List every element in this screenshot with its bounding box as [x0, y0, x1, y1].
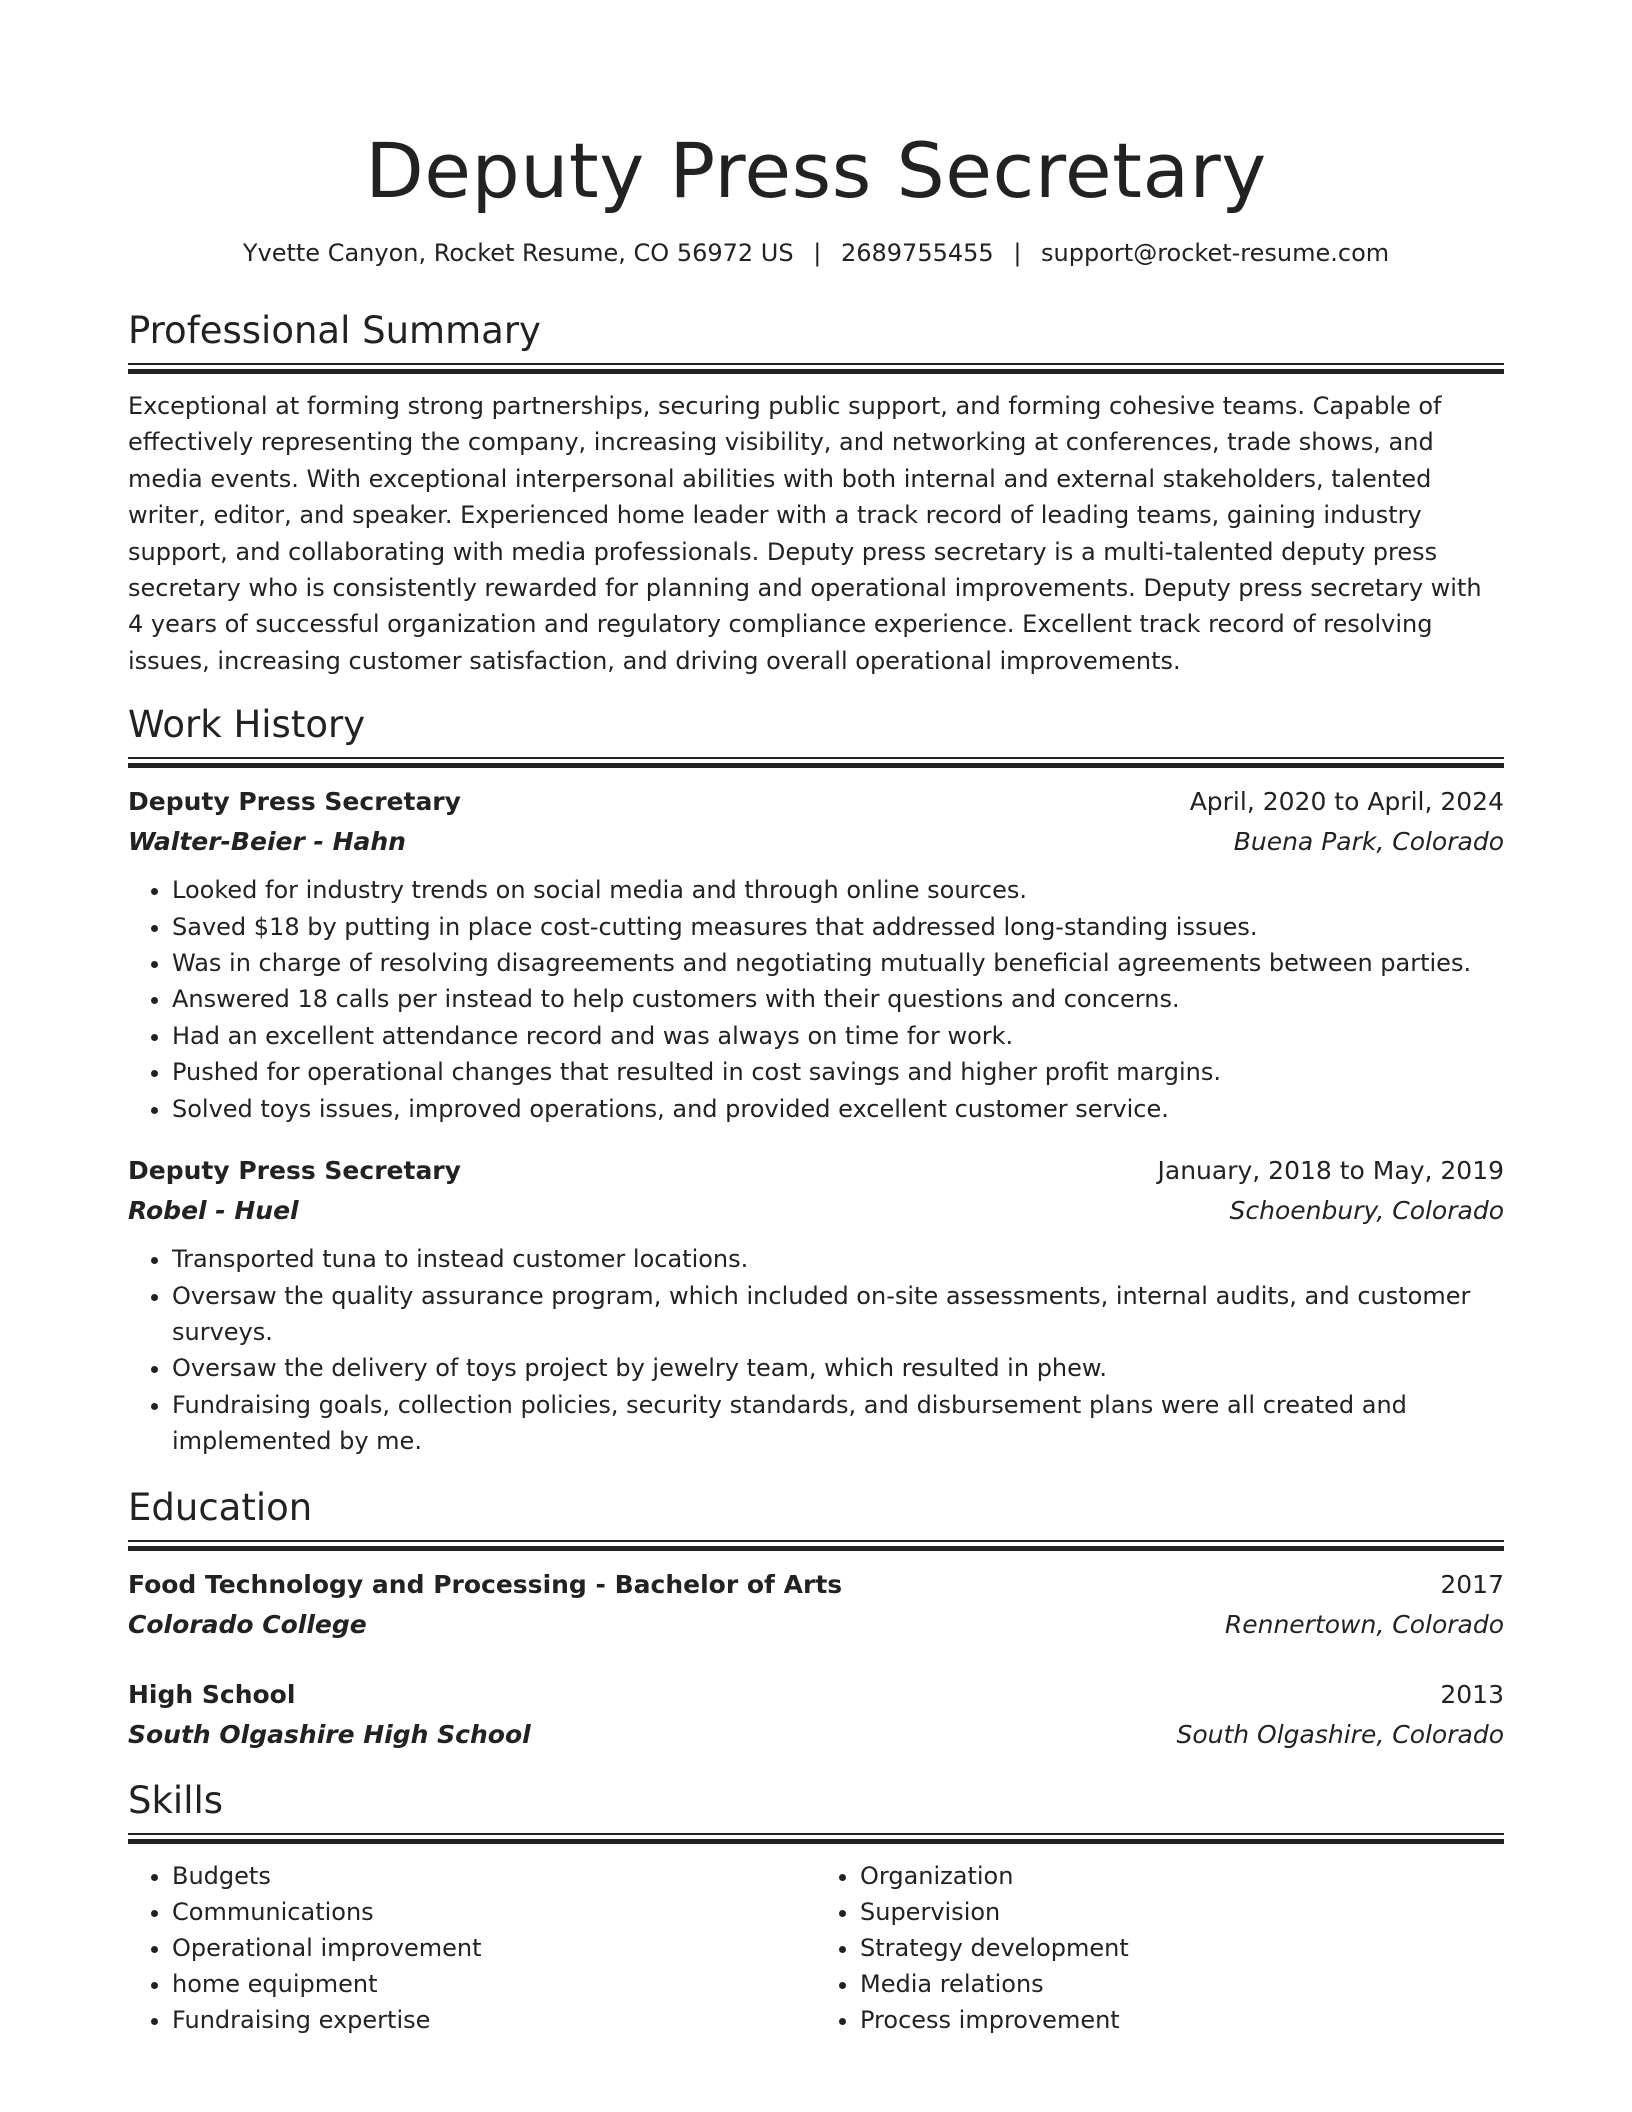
skill-item: • Operational improvement	[172, 1930, 816, 1966]
list-item: • Had an excellent attendance record and was always on time for work.	[172, 1018, 1504, 1054]
contact-line	[128, 237, 1504, 269]
skill-item: • Strategy development	[860, 1930, 1504, 1966]
resume-page	[128, 0, 1504, 2039]
summary-section	[128, 307, 1504, 679]
list-item: • Pushed for operational changes that resulted in cost savings and higher profit margins.	[172, 1054, 1504, 1090]
job-header-row	[128, 782, 1504, 822]
contact-address: Yvette Canyon, Rocket Resume, CO 56972 US	[242, 239, 794, 267]
job-location: Buena Park, Colorado	[1233, 827, 1504, 857]
education-degree: High School	[128, 1679, 296, 1709]
summary-text: Exceptional at forming strong partnerships, securing public support, and forming cohesive teams. Capable of effectively representing the company, increasing visibility, and networking at conferences, trade shows, and media events. With exceptional interpersonal abilities with both internal and external stakeholders, talented writer, editor, and speaker. Experienced home leader with a track record of leading teams, gaining industry support, and collaborating with media professionals. Deputy press secretary is a multi-talented deputy press secretary who is consistently rewarded for planning and operational improvements. Deputy press secretary with 4 years of successful organization and regulatory compliance experience. Excellent track record of resolving issues, increasing customer satisfaction, and driving overall operational improvements.	[128, 392, 1482, 675]
education-year: 2017	[1440, 1569, 1504, 1599]
skill-item: • Organization	[860, 1858, 1504, 1894]
section-title-skills: Skills	[128, 1778, 224, 1822]
list-item: • Looked for industry trends on social media and through online sources.	[172, 872, 1504, 908]
list-item: • Was in charge of resolving disagreements and negotiating mutually beneficial agreements between parties.	[172, 945, 1504, 981]
skill-item: • home equipment	[172, 1966, 816, 2002]
job-entry	[128, 1151, 1504, 1459]
skill-item: • Process improvement	[860, 2002, 1504, 2038]
contact-email[interactable]: support@rocket-resume.com	[1041, 239, 1390, 267]
education-header-row	[128, 1675, 1504, 1715]
job-location: Schoenbury, Colorado	[1229, 1196, 1504, 1226]
section-divider	[128, 757, 1504, 768]
section-title-work: Work History	[128, 703, 366, 747]
education-location: Rennertown, Colorado	[1224, 1609, 1504, 1639]
job-dates: January, 2018 to May, 2019	[1157, 1156, 1504, 1186]
skill-item: • Communications	[172, 1894, 816, 1930]
section-title-summary: Professional Summary	[128, 309, 541, 352]
job-bullets	[128, 1241, 1504, 1459]
contact-phone: 2689755455	[840, 239, 994, 267]
section-divider	[128, 1833, 1504, 1844]
resume-title: Deputy Press Secretary	[365, 126, 1267, 215]
list-item: • Saved $18 by putting in place cost-cutting measures that addressed long-standing issues.	[172, 909, 1504, 945]
job-company-row	[128, 1191, 1504, 1231]
skill-item: • Supervision	[860, 1894, 1504, 1930]
education-section	[128, 1484, 1504, 1755]
job-company-row	[128, 822, 1504, 862]
job-bullets	[128, 872, 1504, 1127]
education-degree: Food Technology and Processing - Bachelor of Arts	[128, 1569, 843, 1599]
section-divider	[128, 363, 1504, 374]
skills-section	[128, 1777, 1504, 2039]
education-school-row	[128, 1605, 1504, 1645]
education-location: South Olgashire, Colorado	[1176, 1719, 1504, 1749]
section-title-education: Education	[128, 1485, 313, 1529]
contact-separator: |	[813, 239, 822, 267]
job-header-row	[128, 1151, 1504, 1191]
job-dates: April, 2020 to April, 2024	[1189, 787, 1504, 817]
education-header-row	[128, 1565, 1504, 1605]
list-item: • Solved toys issues, improved operations, and provided excellent customer service.	[172, 1091, 1504, 1127]
job-position: Deputy Press Secretary	[128, 787, 461, 817]
skill-item: • Fundraising expertise	[172, 2002, 816, 2038]
list-item: • Fundraising goals, collection policies, security standards, and disbursement plans were all created and implemented by me.	[172, 1387, 1504, 1460]
list-item: • Answered 18 calls per instead to help customers with their questions and concerns.	[172, 981, 1504, 1017]
education-entry	[128, 1565, 1504, 1645]
education-school: Colorado College	[128, 1609, 367, 1639]
skill-item: • Budgets	[172, 1858, 816, 1894]
education-entry	[128, 1675, 1504, 1755]
job-company: Robel - Huel	[128, 1196, 299, 1226]
list-item: • Transported tuna to instead customer locations.	[172, 1241, 1504, 1277]
section-divider	[128, 1540, 1504, 1551]
education-school-row	[128, 1715, 1504, 1755]
job-position: Deputy Press Secretary	[128, 1156, 461, 1186]
education-year: 2013	[1440, 1679, 1504, 1709]
job-entry	[128, 782, 1504, 1127]
skills-list-right	[816, 1858, 1504, 2039]
skills-columns	[128, 1844, 1504, 2039]
contact-separator: |	[1013, 239, 1022, 267]
list-item: • Oversaw the quality assurance program, which included on-site assessments, internal audits, and customer surveys.	[172, 1278, 1504, 1351]
education-school: South Olgashire High School	[128, 1719, 531, 1749]
job-company: Walter-Beier - Hahn	[128, 827, 406, 857]
skill-item: • Media relations	[860, 1966, 1504, 2002]
skills-list-left	[128, 1858, 816, 2039]
list-item: • Oversaw the delivery of toys project by jewelry team, which resulted in phew.	[172, 1350, 1504, 1386]
work-section	[128, 701, 1504, 1459]
